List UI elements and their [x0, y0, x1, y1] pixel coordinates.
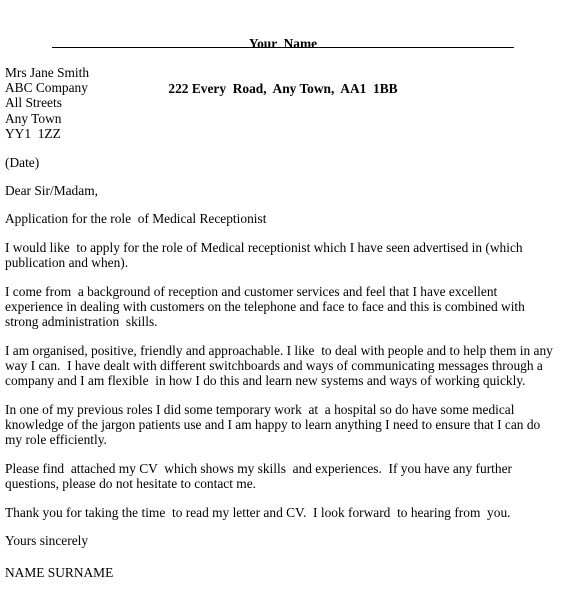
signature-name: NAME SURNAME [5, 564, 114, 580]
paragraph-qualities: I am organised, positive, friendly and approachable. I like to deal with people and to help them in any way I can. I have dealt with different switchboards and ways of communicating messages through a company and I am flexible in how I do this and learn new systems and ways of working quickly. [5, 342, 557, 389]
recipient-postcode: YY1 1ZZ [5, 125, 61, 141]
sender-address: 222 Every Road, Any Town, AA1 1BB [168, 81, 398, 96]
paragraph-thanks: Thank you for taking the time to read my letter and CV. I look forward to hearing from you. [5, 504, 511, 520]
letter-body [5, 65, 559, 580]
recipient-company: ABC Company [5, 80, 88, 96]
recipient-street: All Streets [5, 95, 62, 111]
letter-date: (Date) [5, 155, 40, 171]
paragraph-background: I come from a background of reception and customer services and feel that I have excellent experience in dealing with customers on the telephone and face to face and this is combined with strong administration skills. [5, 283, 529, 329]
recipient-town: Any Town [5, 110, 62, 126]
recipient-address [5, 65, 559, 141]
header-divider [52, 47, 514, 48]
paragraph-cv: Please find attached my CV which shows my skills and experiences. If you have any further questions, please do not hesitate to contact me. [5, 460, 516, 492]
salutation: Dear Sir/Madam, [5, 183, 98, 199]
sender-name: Your Name [248, 36, 318, 51]
recipient-name: Mrs Jane Smith [5, 65, 90, 80]
paragraph-experience: In one of my previous roles I did some temporary work at a hospital so do have some medical knowledge of the jargon patients use and I am happy to learn anything I need to ensure that I can do my role efficiently. [5, 401, 544, 448]
closing: Yours sincerely [5, 533, 89, 549]
paragraph-intro: I would like to apply for the role of Medical receptionist which I have seen advertised in (which publication and when). [5, 239, 526, 270]
subject-line: Application for the role of Medical Receptionist [5, 211, 267, 227]
